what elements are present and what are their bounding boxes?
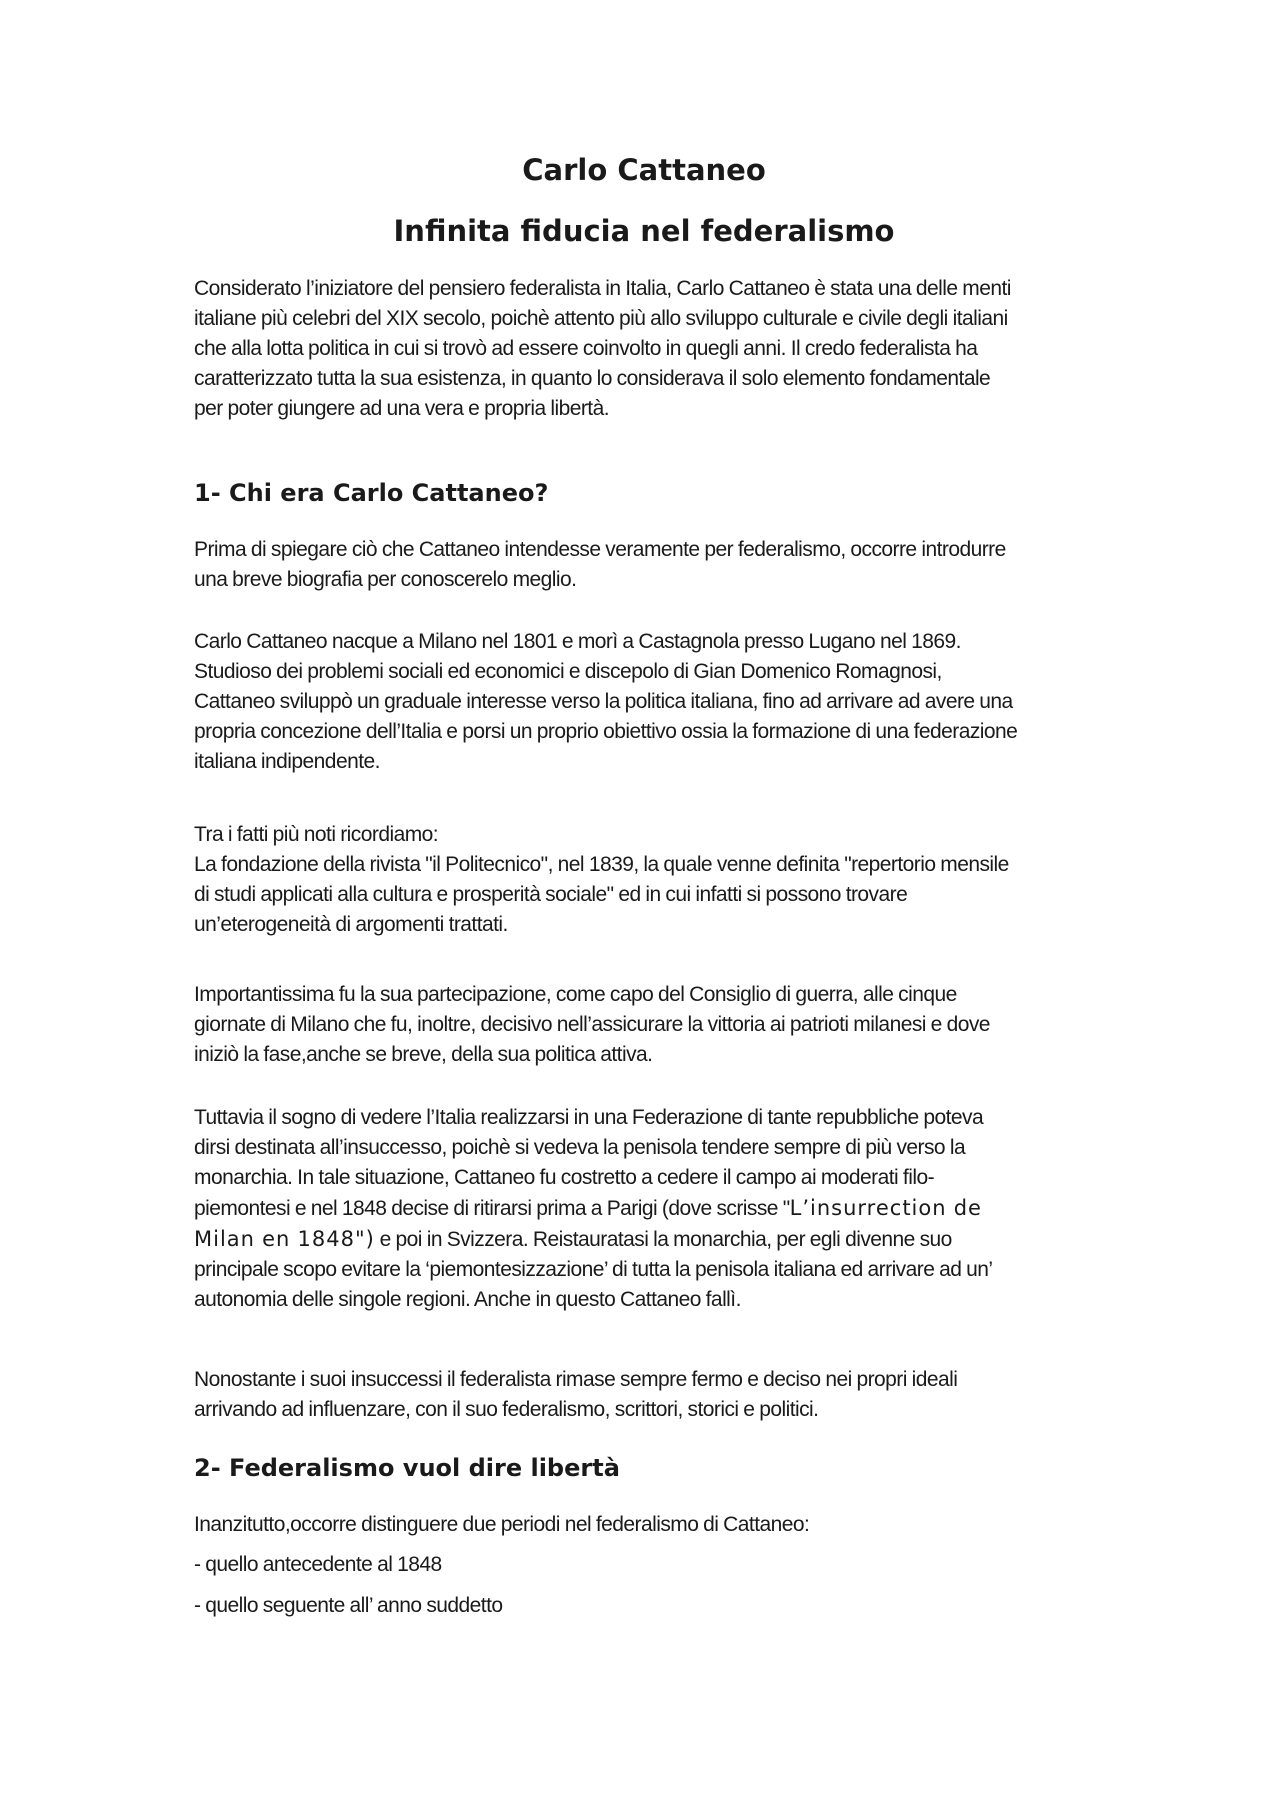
list-item: - quello antecedente al 1848 bbox=[194, 1553, 442, 1576]
text-line bbox=[194, 1193, 1094, 1224]
text-line: di studi applicati alla cultura e prosperità sociale" ed in cui infatti si possono trovare bbox=[194, 883, 908, 906]
text-run: piemontesi e nel 1848 decise di ritirarsi prima a Parigi (dove scrisse " bbox=[194, 1197, 790, 1220]
text-line: principale scopo evitare la ‘piemontesizzazione’ di tutta la penisola italiana ed arrivare ad un’ bbox=[194, 1258, 993, 1281]
document-subtitle: Infinita fiducia nel federalismo bbox=[393, 214, 895, 248]
text-line: Tuttavia il sogno di vedere l’Italia realizzarsi in una Federazione di tante repubbliche poteva bbox=[194, 1106, 984, 1129]
text-line: che alla lotta politica in cui si trovò ad essere coinvolto in quegli anni. Il credo federalista ha bbox=[194, 337, 978, 360]
section1-paragraph-2 bbox=[194, 627, 1094, 777]
section1-paragraph-4 bbox=[194, 980, 1094, 1070]
text-line: Cattaneo sviluppò un graduale interesse verso la politica italiana, fino ad arrivare ad avere una bbox=[194, 690, 1013, 713]
text-line: La fondazione della rivista "il Politecnico", nel 1839, la quale venne definita "repertorio mensile bbox=[194, 853, 1009, 876]
document-title: Carlo Cattaneo bbox=[522, 153, 766, 187]
book-title-text: Milan en 1848") bbox=[194, 1227, 375, 1251]
text-line bbox=[194, 1224, 1094, 1255]
text-line: italiane più celebri del XIX secolo, poichè attento più allo sviluppo culturale e civile degli italiani bbox=[194, 307, 1008, 330]
list-item: - quello seguente all’ anno suddetto bbox=[194, 1594, 503, 1617]
text-line: Considerato l’iniziatore del pensiero federalista in Italia, Carlo Cattaneo è stata una delle menti bbox=[194, 277, 1011, 300]
text-line: Carlo Cattaneo nacque a Milano nel 1801 e morì a Castagnola presso Lugano nel 1869. bbox=[194, 630, 961, 653]
text-line: monarchia. In tale situazione, Cattaneo fu costretto a cedere il campo ai moderati filo- bbox=[194, 1166, 935, 1189]
text-line: iniziò la fase,anche se breve, della sua politica attiva. bbox=[194, 1043, 653, 1066]
text-line: giornate di Milano che fu, inoltre, decisivo nell’assicurare la vittoria ai patrioti milanesi e dove bbox=[194, 1013, 990, 1036]
section2-paragraph-1: Inanzitutto,occorre distinguere due periodi nel federalismo di Cattaneo: bbox=[194, 1513, 810, 1536]
text-line: per poter giungere ad una vera e propria libertà. bbox=[194, 397, 610, 420]
section1-paragraph-6 bbox=[194, 1365, 1094, 1425]
text-line: caratterizzato tutta la sua esistenza, in quanto lo considerava il solo elemento fondamentale bbox=[194, 367, 991, 390]
section1-paragraph-3 bbox=[194, 820, 1094, 940]
text-line: Nonostante i suoi insuccessi il federalista rimase sempre fermo e deciso nei propri ideali bbox=[194, 1368, 958, 1391]
section1-paragraph-5 bbox=[194, 1103, 1094, 1315]
text-line: Studioso dei problemi sociali ed economici e discepolo di Gian Domenico Romagnosi, bbox=[194, 660, 942, 683]
book-title-text: L’insurrection de bbox=[789, 1196, 982, 1220]
text-line: arrivando ad influenzare, con il suo federalismo, scrittori, storici e politici. bbox=[194, 1398, 819, 1421]
text-line: Tra i fatti più noti ricordiamo: bbox=[194, 823, 439, 846]
text-line: propria concezione dell’Italia e porsi un proprio obiettivo ossia la formazione di una federazione bbox=[194, 720, 1018, 743]
section-heading-2: 2- Federalismo vuol dire libertà bbox=[194, 1454, 620, 1482]
text-line: un’eterogeneità di argomenti trattati. bbox=[194, 913, 508, 936]
section-heading-1: 1- Chi era Carlo Cattaneo? bbox=[194, 479, 549, 507]
text-run: e poi in Svizzera. Reistauratasi la monarchia, per egli divenne suo bbox=[374, 1228, 952, 1251]
text-line: italiana indipendente. bbox=[194, 750, 380, 773]
text-line: una breve biografia per conoscerelo meglio. bbox=[194, 568, 577, 591]
text-line: Prima di spiegare ciò che Cattaneo intendesse veramente per federalismo, occorre introdurre bbox=[194, 538, 1006, 561]
section1-paragraph-1 bbox=[194, 535, 1094, 595]
text-line: autonomia delle singole regioni. Anche in questo Cattaneo fallì. bbox=[194, 1288, 741, 1311]
text-line: dirsi destinata all’insuccesso, poichè si vedeva la penisola tendere sempre di più verso la bbox=[194, 1136, 966, 1159]
intro-paragraph bbox=[194, 274, 1094, 424]
text-line: Importantissima fu la sua partecipazione, come capo del Consiglio di guerra, alle cinque bbox=[194, 983, 957, 1006]
